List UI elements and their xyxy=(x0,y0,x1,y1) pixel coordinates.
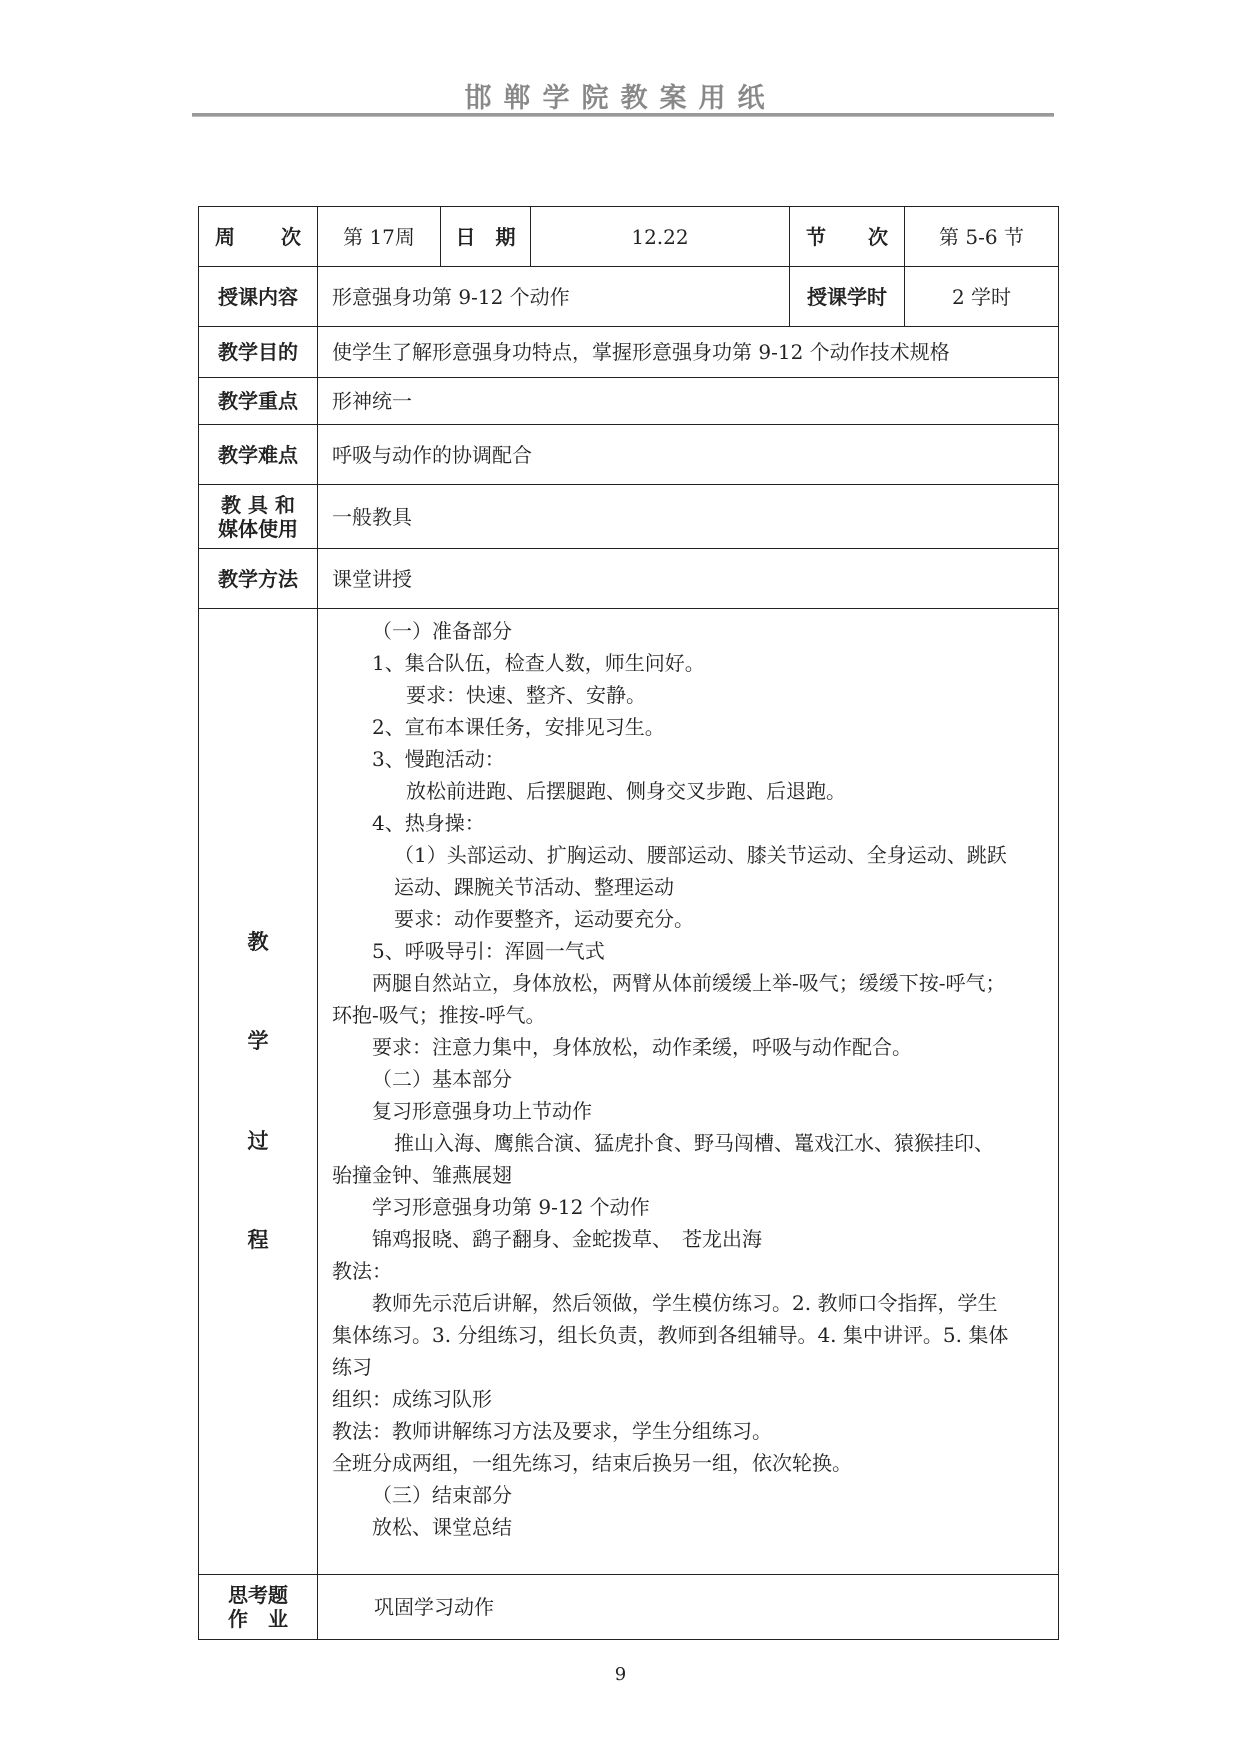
process-line: 骀撞金钟、雏燕展翅 xyxy=(332,1163,512,1187)
section-label: 节 次 xyxy=(790,207,905,267)
difficulty-value: 呼吸与动作的协调配合 xyxy=(318,425,1059,485)
process-line: 两腿自然站立，身体放松，两臂从体前缓缓上举-吸气；缓缓下按-呼气； xyxy=(372,971,1006,995)
row-method xyxy=(199,549,1059,609)
row-key-point xyxy=(199,378,1059,425)
purpose-label: 教学目的 xyxy=(199,327,318,378)
lesson-plan-table xyxy=(198,206,1059,1640)
process-line: 1、集合队伍，检查人数，师生问好。 xyxy=(372,651,705,675)
process-line: （1）头部运动、扩胸运动、腰部运动、膝关节运动、全身运动、跳跃 xyxy=(394,843,1007,867)
process-line: 4、热身操： xyxy=(372,811,485,835)
hours-label: 授课学时 xyxy=(790,267,905,327)
difficulty-label: 教学难点 xyxy=(199,425,318,485)
process-line: 练习 xyxy=(332,1355,372,1379)
page-number: 9 xyxy=(614,1664,627,1685)
media-label: 教 具 和 媒体使用 xyxy=(199,485,318,549)
row-purpose xyxy=(199,327,1059,378)
date-label: 日 期 xyxy=(441,207,531,267)
process-line: 教法：教师讲解练习方法及要求，学生分组练习。 xyxy=(332,1419,772,1443)
process-line: 锦鸡报晓、鹞子翻身、金蛇拨草、 苍龙出海 xyxy=(372,1227,762,1251)
process-line: （二）基本部分 xyxy=(372,1067,512,1091)
process-line: （一）准备部分 xyxy=(372,619,512,643)
date-value: 12.22 xyxy=(531,207,790,267)
row-difficulty xyxy=(199,425,1059,485)
process-line: 5、呼吸导引：浑圆一气式 xyxy=(372,939,605,963)
process-line: 放松前进跑、后摆腿跑、侧身交叉步跑、后退跑。 xyxy=(406,779,846,803)
process-line: 集体练习。3. 分组练习，组长负责，教师到各组辅导。4. 集中讲评。5. 集体 xyxy=(332,1323,1009,1347)
process-line: 教法： xyxy=(332,1259,392,1283)
process-line: 要求：动作要整齐，运动要充分。 xyxy=(394,907,694,931)
process-line: 全班分成两组，一组先练习，结束后换另一组，依次轮换。 xyxy=(332,1451,852,1475)
process-line: 教师先示范后讲解，然后领做，学生模仿练习。2. 教师口令指挥，学生 xyxy=(372,1291,998,1315)
method-value: 课堂讲授 xyxy=(318,549,1059,609)
process-content xyxy=(318,609,1059,1575)
content-label: 授课内容 xyxy=(199,267,318,327)
process-line: 要求：注意力集中，身体放松，动作柔缓，呼吸与动作配合。 xyxy=(372,1035,912,1059)
process-line: 推山入海、鹰熊合演、猛虎扑食、野马闯槽、鼍戏江水、猿猴挂印、 xyxy=(394,1131,994,1155)
process-line: （三）结束部分 xyxy=(372,1483,512,1507)
hours-value: 2 学时 xyxy=(905,267,1059,327)
process-line: 复习形意强身功上节动作 xyxy=(372,1099,592,1123)
section-value: 第 5-6 节 xyxy=(905,207,1059,267)
process-line: 3、慢跑活动： xyxy=(372,747,505,771)
process-line: 运动、踝腕关节活动、整理运动 xyxy=(394,875,674,899)
week-value: 第 17周 xyxy=(318,207,441,267)
row-week-date-section xyxy=(199,207,1059,267)
process-label: 教 学 过 程 xyxy=(199,609,318,1575)
process-line: 要求：快速、整齐、安静。 xyxy=(406,683,646,707)
purpose-value: 使学生了解形意强身功特点，掌握形意强身功第 9-12 个动作技术规格 xyxy=(318,327,1059,378)
method-label: 教学方法 xyxy=(199,549,318,609)
process-line: 2、宣布本课任务，安排见习生。 xyxy=(372,715,665,739)
week-label: 周 次 xyxy=(199,207,318,267)
homework-label: 思考题 作 业 xyxy=(199,1575,318,1640)
row-process xyxy=(199,609,1059,1575)
row-media xyxy=(199,485,1059,549)
media-value: 一般教具 xyxy=(318,485,1059,549)
process-line: 组织：成练习队形 xyxy=(332,1387,492,1411)
content-value: 形意强身功第 9-12 个动作 xyxy=(318,267,790,327)
row-homework xyxy=(199,1575,1059,1640)
key-point-label: 教学重点 xyxy=(199,378,318,425)
key-point-value: 形神统一 xyxy=(318,378,1059,425)
process-line: 放松、课堂总结 xyxy=(372,1515,512,1539)
homework-value: 巩固学习动作 xyxy=(318,1575,1059,1640)
row-content-hours xyxy=(199,267,1059,327)
process-line: 环抱-吸气；推按-呼气。 xyxy=(332,1003,546,1027)
process-line: 学习形意强身功第 9-12 个动作 xyxy=(372,1195,650,1219)
header-rule xyxy=(192,113,1054,117)
page-header-title: 邯郸学院教案用纸 xyxy=(464,83,777,114)
